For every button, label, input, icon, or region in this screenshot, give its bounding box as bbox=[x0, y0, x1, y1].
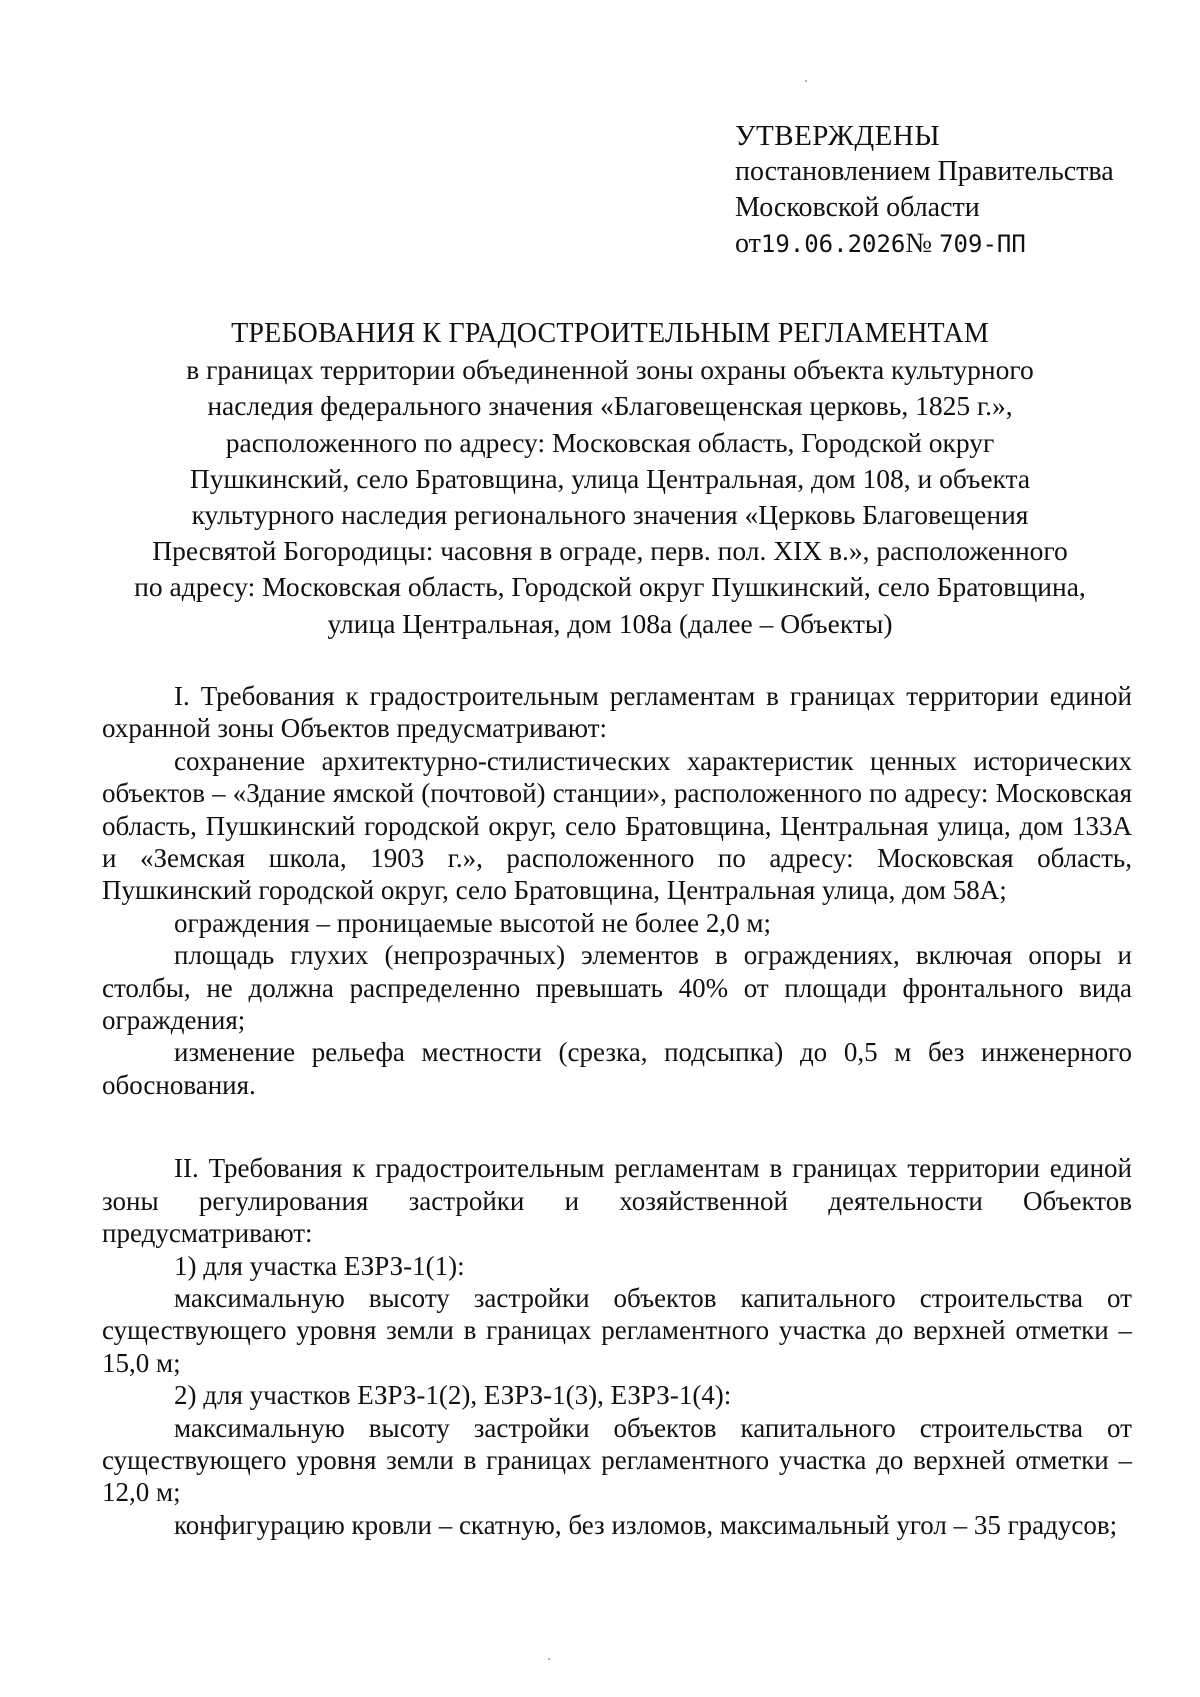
section-2-intro: II. Требования к градостроительным регламентам в границах территории единой зоны регулирования застройки и хозяйственной деятельности Объектов предусматривают: bbox=[102, 1153, 1132, 1249]
date-value: 19.06.2026 bbox=[760, 230, 906, 258]
section-1-intro: I. Требования к градостроительным регламентам в границах территории единой охранной зоны Объектов предусматривают: bbox=[102, 681, 1132, 744]
title-line: наследия федерального значения «Благовещенская церковь, 1825 г.», bbox=[207, 390, 1013, 422]
approval-date-line bbox=[735, 226, 1165, 262]
section-1-item: ограждения – проницаемые высотой не более 2,0 м; bbox=[174, 907, 771, 938]
number-value: 709-ПП bbox=[939, 230, 1026, 258]
title-line: улица Центральная, дом 108а (далее – Объекты) bbox=[327, 607, 893, 639]
document-title bbox=[110, 316, 1110, 642]
title-line: Пушкинский, село Братовщина, улица Центральная, дом 108, и объекта bbox=[189, 462, 1031, 494]
section-1-item: площадь глухих (непрозрачных) элементов в ограждениях, включая опоры и столбы, не должна распределенно превышать 40% от площади фронтального вида ограждения; bbox=[102, 940, 1132, 1036]
section-2-item: 1) для участка ЕЗРЗ-1(1): bbox=[174, 1250, 465, 1281]
scan-speck bbox=[548, 1658, 550, 1660]
section-2-item: максимальную высоту застройки объектов капитального строительства от существующего уровня земли в границах регламентного участка до верхней отметки – 15,0 м; bbox=[102, 1282, 1132, 1378]
approval-line-1: постановлением Правительства bbox=[735, 156, 1114, 187]
title-line: по адресу: Московская область, Городской округ Пушкинский, село Братовщина, bbox=[134, 571, 1086, 603]
section-1-item: сохранение архитектурно-стилистических характеристик ценных исторических объектов – «Здание ямской (почтовой) станции», расположенного по адресу: Московская область, Пушкинский городской округ, село Братовщина, Центральная улица, дом 133А и «Земская школа, 1903 г.», расположенного по адресу: Московская область, Пушкинский городской округ, село Братовщина, Центральная улица, дом 58А; bbox=[102, 745, 1132, 906]
approval-line-2: Московской области bbox=[735, 192, 980, 223]
title-line: Пресвятой Богородицы: часовня в ограде, перв. пол. XIX в.», расположенного bbox=[152, 535, 1068, 567]
scan-speck bbox=[805, 80, 807, 82]
section-2-item: конфигурацию кровли – скатную, без изломов, максимальный угол – 35 градусов; bbox=[174, 1509, 1118, 1540]
title-line: расположенного по адресу: Московская область, Городской округ bbox=[225, 426, 995, 458]
section-2-item: 2) для участков ЕЗРЗ-1(2), ЕЗРЗ-1(3), ЕЗРЗ-1(4): bbox=[174, 1380, 732, 1411]
title-line: в границах территории объединенной зоны охраны объекта культурного bbox=[186, 354, 1034, 386]
section-2-item: максимальную высоту застройки объектов капитального строительства от существующего уровня земли в границах регламентного участка до верхней отметки – 12,0 м; bbox=[102, 1412, 1132, 1508]
section-1-item: изменение рельефа местности (срезка, подсыпка) до 0,5 м без инженерного обоснования. bbox=[102, 1037, 1132, 1100]
approval-block bbox=[735, 118, 1165, 262]
title-line: культурного наследия регионального значения «Церковь Благовещения bbox=[191, 499, 1029, 531]
document-body bbox=[102, 680, 1132, 1541]
date-prefix: от bbox=[735, 228, 761, 259]
approval-title: УТВЕРЖДЕНЫ bbox=[735, 120, 941, 152]
number-sign: № bbox=[905, 228, 933, 259]
document-heading: ТРЕБОВАНИЯ К ГРАДОСТРОИТЕЛЬНЫМ РЕГЛАМЕНТАМ bbox=[231, 318, 989, 349]
section-gap bbox=[102, 1101, 1132, 1152]
